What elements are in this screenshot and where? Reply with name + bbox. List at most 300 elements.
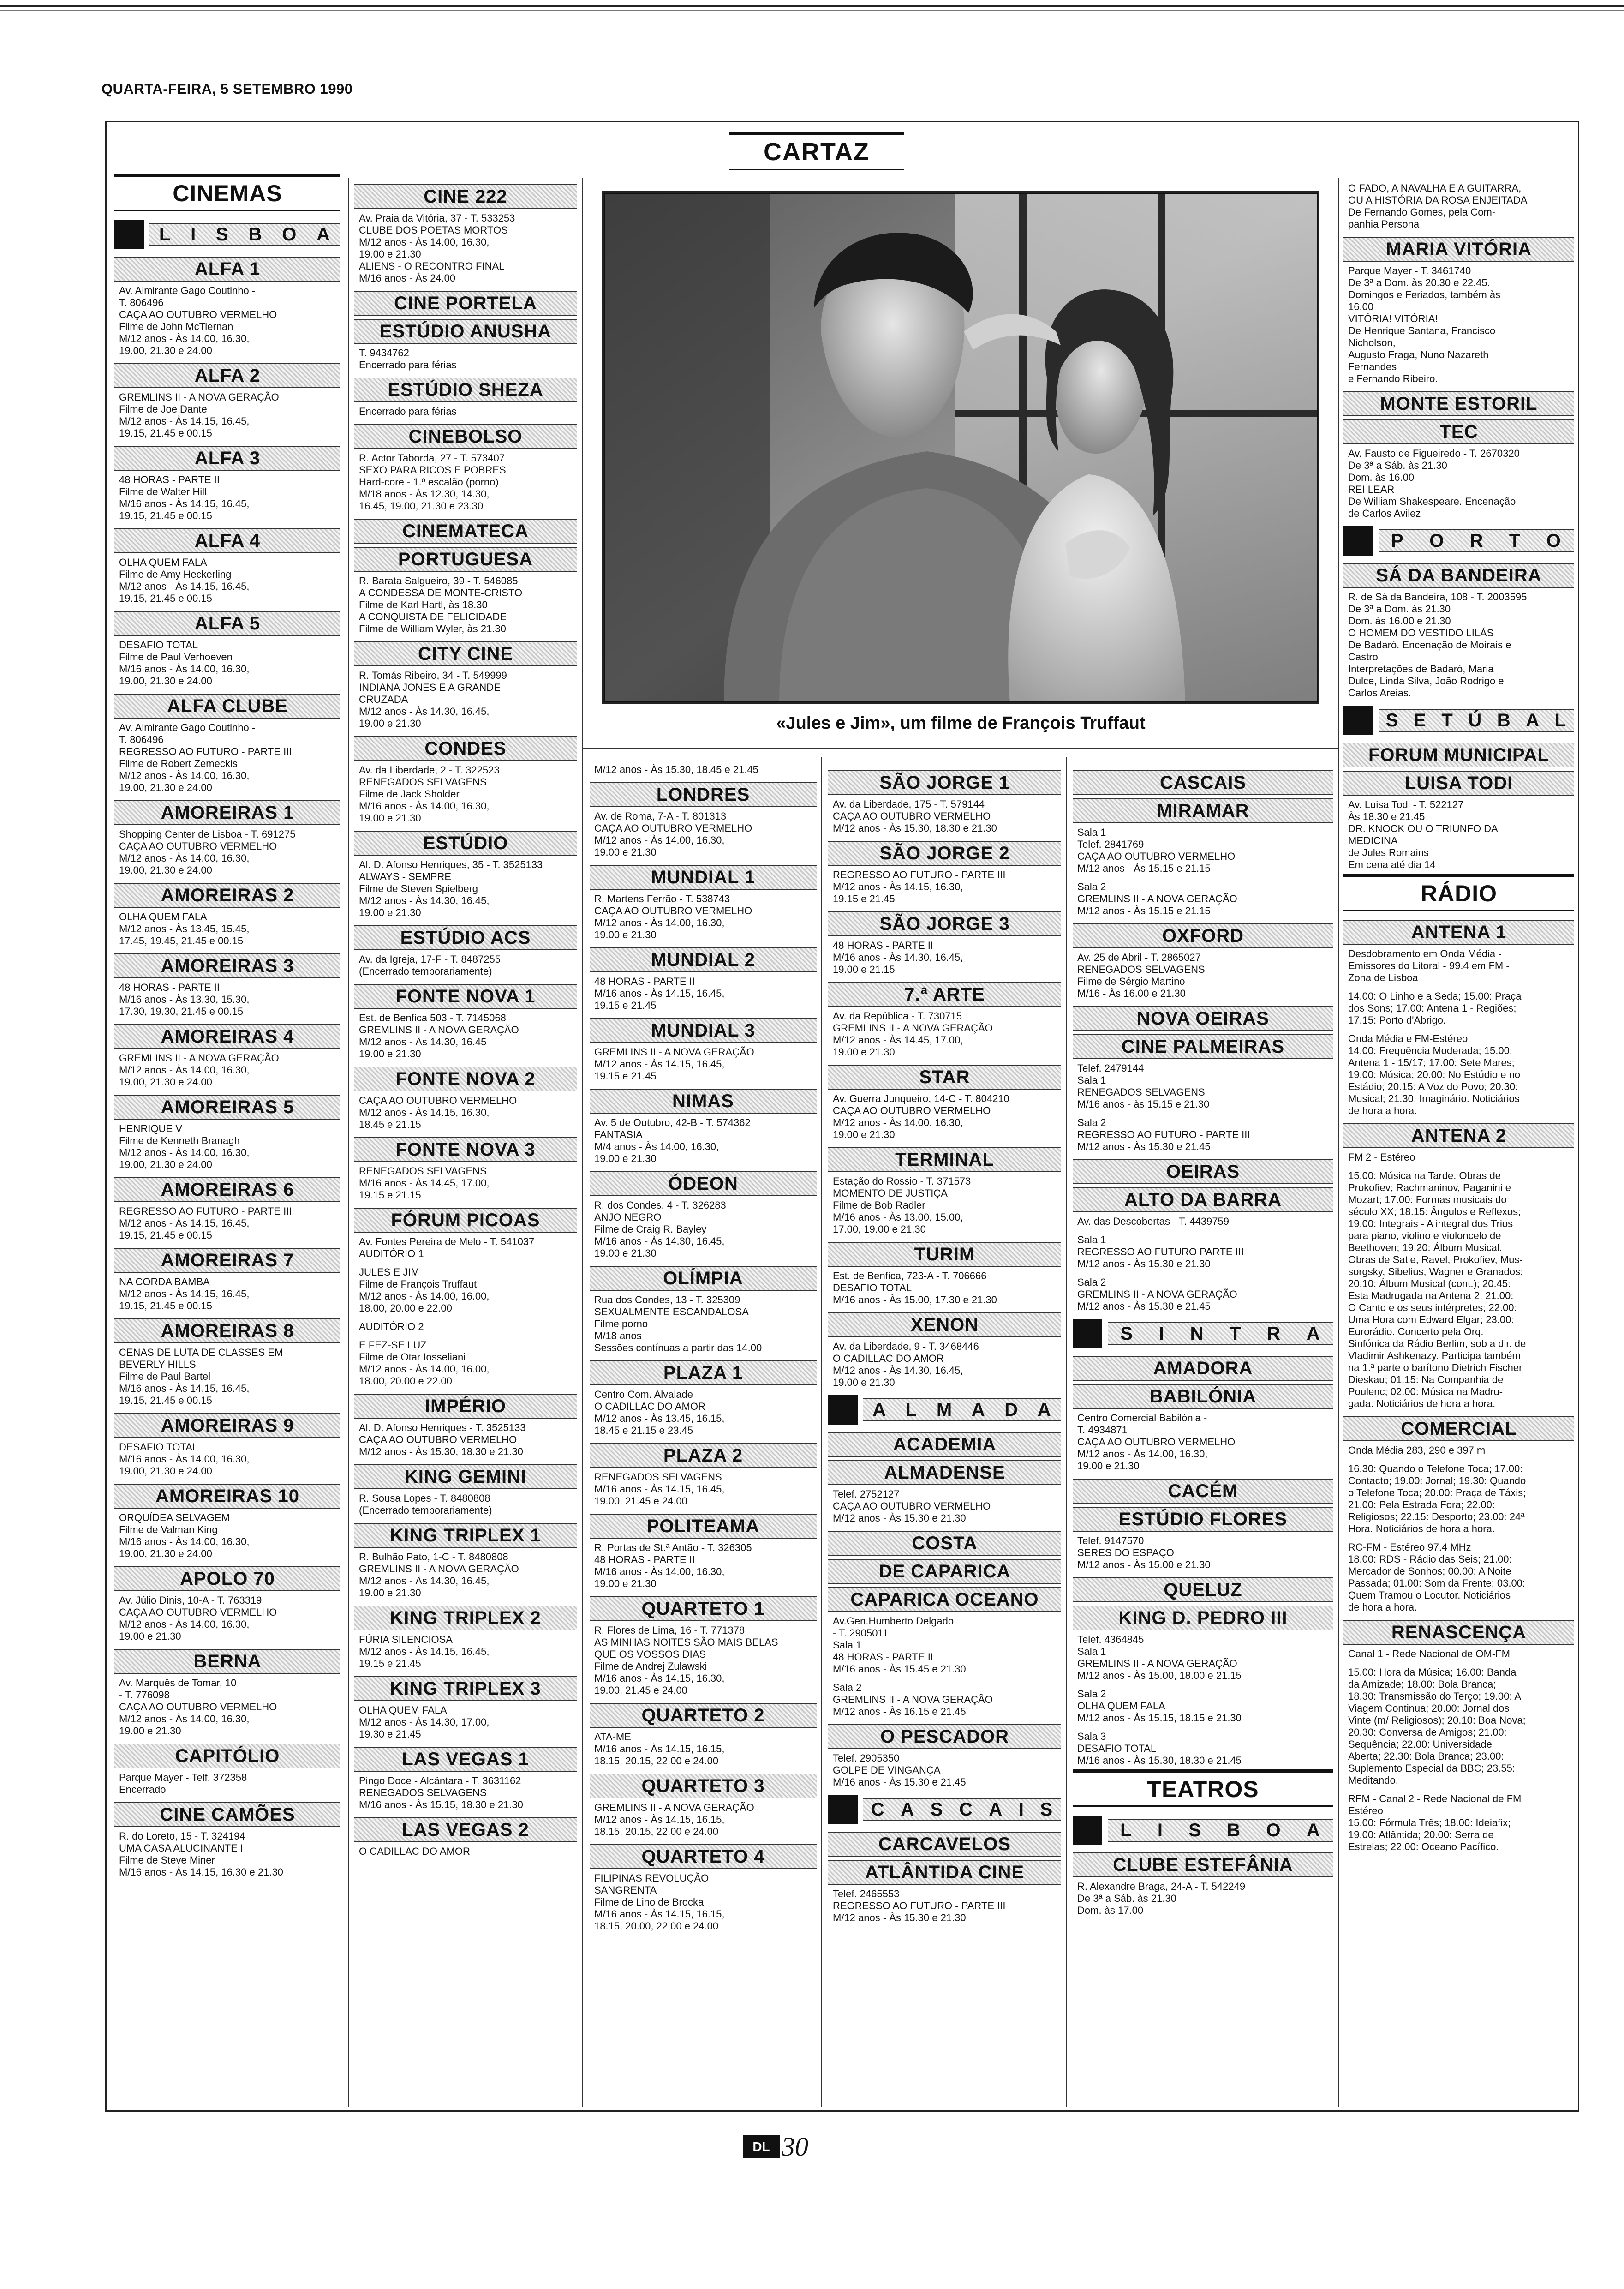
venue-name-alfa-3: ALFA 3 bbox=[114, 446, 340, 471]
city-name bbox=[1108, 1819, 1333, 1842]
listing-line: M/16 anos - Às 14.00, 16.30, bbox=[119, 1536, 250, 1547]
listing-line: 19.15, 21.45 e 00.15 bbox=[119, 593, 212, 604]
listing-line: 19.15 e 21.45 bbox=[359, 1658, 421, 1669]
listing-entry bbox=[359, 1551, 577, 1599]
city-letter: I bbox=[191, 224, 197, 245]
listing-line: 18.45 e 21.15 e 23.45 bbox=[594, 1425, 693, 1436]
venue-name-amoreiras-9: AMOREIRAS 9 bbox=[114, 1413, 340, 1438]
listing-line: JULES E JIM bbox=[359, 1266, 419, 1278]
listing-line: Dieskau; 01.15: Na Companhia de bbox=[1348, 1374, 1504, 1385]
venue-name-king-d-pedro-iii: KING D. PEDRO III bbox=[1073, 1606, 1333, 1630]
listing-line: Vinte (m/ Religiosos); 20.10: Boa Nova; bbox=[1348, 1714, 1526, 1726]
listing-line bbox=[1077, 1724, 1333, 1731]
city-letter: E bbox=[1414, 710, 1427, 731]
city-letter: S bbox=[1188, 1820, 1202, 1840]
column-divider bbox=[1338, 178, 1339, 2107]
listing-line: M/12 anos - Às 13.45, 16.15, bbox=[594, 1413, 725, 1424]
listing-line: M/12 anos - Às 14.30, 16.45, bbox=[359, 706, 490, 717]
listing-line: Shopping Center de Lisboa - T. 691275 bbox=[119, 828, 296, 840]
listing-entry bbox=[1348, 265, 1574, 385]
listing-line: 19.00, 21.30 e 24.00 bbox=[119, 782, 212, 793]
listing-line: M/12 anos - Às 15.15 e 21.15 bbox=[1077, 905, 1211, 917]
listing-line: M/12 anos - Às 14.00, 16.30, bbox=[833, 1117, 963, 1128]
venue-name-babilonia: BABILÓNIA bbox=[1073, 1384, 1333, 1409]
listing-line: O FADO, A NAVALHA E A GUITARRA, bbox=[1348, 182, 1522, 194]
footer-logo bbox=[743, 2131, 808, 2162]
listing-line: R. do Loreto, 15 - T. 324194 bbox=[119, 1830, 245, 1842]
listing-line: CRUZADA bbox=[359, 694, 408, 705]
listing-line: R. Alexandre Braga, 24-A - T. 542249 bbox=[1077, 1881, 1246, 1892]
listing-line: Musical; 21.30: Imaginário. Noticiários bbox=[1348, 1093, 1520, 1104]
city-marker-block bbox=[828, 1395, 858, 1425]
listing-line: Aberta; 22.30: Bola Branca; 23.00: bbox=[1348, 1750, 1504, 1762]
listing-line: Nicholson, bbox=[1348, 337, 1396, 348]
listing-line: Dom. às 17.00 bbox=[1077, 1905, 1144, 1916]
city-letter: T bbox=[1509, 530, 1522, 551]
listing-line: M/12 anos - Às 15.30 e 21.45 bbox=[1077, 1141, 1211, 1152]
listing-line: Religiosos; 22.15: Desporto; 23.00: 24ª bbox=[1348, 1511, 1525, 1522]
listing-line: ATA-ME bbox=[594, 1731, 631, 1743]
listing-entry bbox=[119, 1594, 340, 1642]
listing-line: Av. Fausto de Figueiredo - T. 2670320 bbox=[1348, 448, 1520, 459]
listing-line: R. Barata Salgueiro, 39 - T. 546085 bbox=[359, 575, 518, 587]
listing-line: Filme de Amy Heckerling bbox=[119, 569, 232, 580]
city-letter: A bbox=[1306, 1820, 1321, 1840]
listing-line: CAÇA AO OUTUBRO VERMELHO bbox=[594, 905, 752, 917]
listing-line: CAÇA AO OUTUBRO VERMELHO bbox=[833, 1105, 991, 1116]
listing-line: REGRESSO AO FUTURO - PARTE III bbox=[833, 1900, 1006, 1911]
listing-line: 20.10: Álbum Musical (cont.); 20.45: bbox=[1348, 1278, 1511, 1289]
venue-name-mundial-2: MUNDIAL 2 bbox=[590, 947, 817, 972]
listing-line: sorgsky, Sibelius, Wagner e Granados; bbox=[1348, 1266, 1523, 1277]
city-header-lisboa bbox=[114, 220, 340, 249]
listing-line: Sala 2 bbox=[1077, 1117, 1106, 1128]
listing-line: M/12 anos - Às 14.15, 16.45, bbox=[359, 1646, 490, 1657]
listing-line: CAÇA AO OUTUBRO VERMELHO bbox=[833, 810, 991, 822]
venue-name-alfa-4: ALFA 4 bbox=[114, 528, 340, 553]
listing-line: Sala 1 bbox=[1077, 1074, 1106, 1086]
listing-line: Emissores do Litoral - 99.4 em FM - bbox=[1348, 960, 1510, 971]
listing-line: Rua dos Condes, 13 - T. 325309 bbox=[594, 1294, 740, 1306]
listing-line: GREMLINS II - A NOVA GERAÇÃO bbox=[1077, 1288, 1237, 1300]
listing-line: 48 HORAS - PARTE II bbox=[594, 1554, 695, 1565]
listing-line: GREMLINS II - A NOVA GERAÇÃO bbox=[1077, 893, 1237, 905]
listing-line: R. Sousa Lopes - T. 8480808 bbox=[359, 1492, 490, 1504]
listing-line: Filme de Steve Miner bbox=[119, 1854, 215, 1866]
listing-entry bbox=[119, 982, 340, 1018]
listing-line: Passada; 01.00: Som da Frente; 03.00: bbox=[1348, 1577, 1526, 1589]
city-letter: L bbox=[905, 1399, 918, 1420]
listing-line: CAÇA AO OUTUBRO VERMELHO bbox=[1077, 1436, 1236, 1448]
listing-line: REGRESSO AO FUTURO - PARTE III bbox=[119, 746, 292, 757]
listing-line: 16.30: Quando o Telefone Toca; 17.00: bbox=[1348, 1463, 1523, 1474]
listing-line: Av. da Liberdade, 9 - T. 3468446 bbox=[833, 1341, 979, 1352]
listing-line: Filme de Robert Zemeckis bbox=[119, 758, 238, 769]
listing-line: FÚRIA SILENCIOSA bbox=[359, 1634, 453, 1645]
listing-line: M/16 anos - Às 14.45, 17.00, bbox=[359, 1177, 490, 1189]
listing-line: Estrelas; 22.00: Oceano Pacífico. bbox=[1348, 1841, 1499, 1852]
listing-line: M/16 anos - Às 24.00 bbox=[359, 272, 456, 284]
listing-line: M/12 anos - Às 14.00, 16.00, bbox=[359, 1290, 490, 1302]
listing-entry bbox=[119, 1830, 340, 1878]
listing-line: 19.00: Atlântida; 20.00: Serra de bbox=[1348, 1829, 1494, 1840]
venue-name-king-triplex-3: KING TRIPLEX 3 bbox=[354, 1676, 577, 1701]
listing-line: (Encerrado temporariamente) bbox=[359, 1504, 492, 1516]
listing-line: RENEGADOS SELVAGENS bbox=[1077, 964, 1205, 975]
listing-line: 19.00 e 21.30 bbox=[359, 907, 421, 918]
listing-line: Av. das Descobertas - T. 4439759 bbox=[1077, 1216, 1229, 1227]
listing-line: 19.00 e 21.30 bbox=[1077, 1460, 1140, 1472]
listing-line: Filme de Paul Verhoeven bbox=[119, 651, 233, 663]
listing-line: M/16 anos - Às 14.00, 16.30, bbox=[119, 663, 250, 675]
listing-entry bbox=[1348, 448, 1574, 520]
listing-line: QUE OS VOSSOS DIAS bbox=[594, 1648, 706, 1660]
listing-line: gada. Noticiários de hora a hora. bbox=[1348, 1398, 1496, 1409]
listing-line: Filme de Valman King bbox=[119, 1524, 218, 1535]
listing-line: MEDICINA bbox=[1348, 835, 1398, 846]
listing-entry bbox=[119, 285, 340, 357]
city-letter: L bbox=[1554, 710, 1567, 731]
listing-line: Domingos e Feriados, também às bbox=[1348, 289, 1501, 300]
listing-line: VITÓRIA! VITÓRIA! bbox=[1348, 313, 1438, 324]
listing-line: M/12 anos - Às 14.00, 16.30, bbox=[594, 917, 725, 929]
city-letter: I bbox=[1158, 1323, 1165, 1344]
city-header-lisboa bbox=[1073, 1816, 1333, 1845]
top-rule-thin bbox=[0, 10, 1624, 11]
listing-line: Telef. 2841769 bbox=[1077, 839, 1144, 850]
venue-name-quarteto-3: QUARTETO 3 bbox=[590, 1774, 817, 1798]
listing-line: M/18 anos bbox=[594, 1330, 642, 1342]
listing-entry bbox=[359, 212, 577, 284]
listing-line: Às 18.30 e 21.45 bbox=[1348, 811, 1425, 822]
listing-line: Canal 1 - Rede Nacional de OM-FM bbox=[1348, 1648, 1510, 1660]
listing-line bbox=[1348, 1163, 1574, 1170]
listing-line: M/12 anos - Às 15.30 e 21.30 bbox=[1077, 1258, 1211, 1270]
listing-line: Dom. às 16.00 bbox=[1348, 472, 1415, 483]
listing-entry bbox=[119, 557, 340, 605]
listing-entry bbox=[1077, 827, 1333, 917]
venue-name-quarteto-4: QUARTETO 4 bbox=[590, 1844, 817, 1869]
venue-name-cacem: CACÉM bbox=[1073, 1479, 1333, 1504]
listing-entry bbox=[119, 1123, 340, 1171]
listing-entry bbox=[1077, 1634, 1333, 1767]
listing-entry bbox=[359, 1165, 577, 1201]
listing-line: M/16 anos - Às 14.00, 16.30, bbox=[119, 1453, 250, 1465]
listing-line: M/12 anos - Às 14.15, 16.30, bbox=[359, 1107, 490, 1118]
listing-line: 19.00, 21.30 e 24.00 bbox=[119, 345, 212, 356]
listing-line: R. Bulhão Pato, 1-C - T. 8480808 bbox=[359, 1551, 508, 1563]
listing-entry bbox=[1077, 1062, 1333, 1153]
listing-line: DESAFIO TOTAL bbox=[1077, 1743, 1157, 1754]
listing-line: Mercador de Sonhos; 00.00: A Noite bbox=[1348, 1565, 1511, 1577]
listing-line: CAÇA AO OUTUBRO VERMELHO bbox=[359, 1434, 517, 1445]
listing-line: NA CORDA BAMBA bbox=[119, 1276, 210, 1288]
listing-line bbox=[1348, 1535, 1574, 1541]
listing-line: Castro bbox=[1348, 651, 1378, 663]
listing-line: 16.00 bbox=[1348, 301, 1374, 312]
column-cinemas-lisboa-almada-cascais bbox=[828, 764, 1061, 2107]
listing-entry bbox=[594, 1872, 817, 1932]
listing-entry bbox=[833, 869, 1061, 905]
listing-line: Antena 1 - 15/17; 17.00: Sete Mares; bbox=[1348, 1057, 1515, 1068]
listing-line: M/4 anos - Às 14.00, 16.30, bbox=[594, 1141, 719, 1152]
listing-entry bbox=[119, 1512, 340, 1560]
listing-line: M/16 anos - Às 15.30, 18.30 e 21.45 bbox=[1077, 1755, 1242, 1766]
listing-line: Telef. 9147570 bbox=[1077, 1535, 1144, 1546]
listing-line: Al. D. Afonso Henriques, 35 - T. 3525133 bbox=[359, 859, 543, 870]
listing-line: M/12 anos - Às 14.00, 16.30, bbox=[119, 852, 250, 864]
listing-line: Estação do Rossio - T. 371573 bbox=[833, 1175, 971, 1187]
section-header-teatros: TEATROS bbox=[1073, 1769, 1333, 1807]
listing-line: 19.15 e 21.15 bbox=[359, 1189, 421, 1201]
listing-line: Telef. 2752127 bbox=[833, 1488, 900, 1500]
listing-line: REGRESSO AO FUTURO - PARTE III bbox=[833, 869, 1006, 881]
listing-entry bbox=[119, 911, 340, 947]
venue-name-plaza-1: PLAZA 1 bbox=[590, 1360, 817, 1385]
city-letter: N bbox=[1190, 1323, 1205, 1344]
listing-entry bbox=[1348, 799, 1574, 871]
venue-name-berna: BERNA bbox=[114, 1649, 340, 1674]
listing-line: M/16 anos - Às 14.15, 16.45, bbox=[594, 1483, 725, 1495]
venue-name-amoreiras-8: AMOREIRAS 8 bbox=[114, 1318, 340, 1343]
listing-line: Poulenc; 02.00: Música na Madru- bbox=[1348, 1386, 1503, 1397]
listing-line: Meditando. bbox=[1348, 1774, 1398, 1786]
listing-line: De 3ª a Sáb. às 21.30 bbox=[1077, 1893, 1176, 1904]
venue-name-queluz: QUELUZ bbox=[1073, 1577, 1333, 1602]
film-still-image bbox=[604, 193, 1318, 702]
listing-line: RENEGADOS SELVAGENS bbox=[359, 776, 487, 788]
listing-line: SEXO PARA RICOS E POBRES bbox=[359, 464, 506, 476]
listing-line: Filme de Walter Hill bbox=[119, 486, 207, 497]
listing-entry bbox=[359, 1422, 577, 1458]
venue-name-amoreiras-10: AMOREIRAS 10 bbox=[114, 1484, 340, 1509]
listing-line: T. 806496 bbox=[119, 297, 164, 308]
listing-line: Av. Fontes Pereira de Melo - T. 541037 bbox=[359, 1236, 535, 1247]
listing-entry bbox=[119, 1677, 340, 1737]
listing-entry bbox=[119, 828, 340, 876]
listing-line: Sala 2 bbox=[1077, 1276, 1106, 1288]
city-letter: A bbox=[989, 1799, 1003, 1820]
listing-line: REGRESSO AO FUTURO PARTE III bbox=[1077, 1246, 1244, 1258]
listing-line: De 3ª a Dom. às 21.30 bbox=[1348, 603, 1451, 615]
listing-line: M/16 anos - Às 14.30, 16.45, bbox=[594, 1235, 725, 1247]
listing-line bbox=[359, 1260, 577, 1266]
listing-line: de Carlos Avilez bbox=[1348, 508, 1421, 519]
listing-line: Augusto Fraga, Nuno Nazareth bbox=[1348, 349, 1489, 360]
listing-line: M/16 anos - Às 15.30 e 21.45 bbox=[833, 1776, 966, 1788]
listing-line: OLHA QUEM FALA bbox=[359, 1704, 447, 1716]
listing-entry bbox=[594, 1199, 817, 1259]
listing-line: Sessões contínuas a partir das 14.00 bbox=[594, 1342, 762, 1354]
listing-line: 19.00 e 21.30 bbox=[833, 1046, 895, 1058]
listing-line: Prokofiev; Rachmaninov, Paganini e bbox=[1348, 1182, 1511, 1193]
listing-entry bbox=[594, 1389, 817, 1437]
city-letter: B bbox=[1497, 710, 1511, 731]
listing-line: M/16 anos - às 15.15 e 21.30 bbox=[1077, 1098, 1210, 1110]
listing-line: RENEGADOS SELVAGENS bbox=[1077, 1086, 1205, 1098]
listing-line: Onda Média 283, 290 e 397 m bbox=[1348, 1444, 1486, 1456]
listing-line: 19.00: Integrais - A integral dos Trios bbox=[1348, 1218, 1513, 1229]
listing-entry bbox=[833, 798, 1061, 834]
listing-line: OLHA QUEM FALA bbox=[119, 911, 207, 923]
venue-name-sa-da-bandeira: SÁ DA BANDEIRA bbox=[1343, 563, 1574, 588]
listing-line bbox=[1077, 1228, 1333, 1234]
listing-line: na 1.ª parte o barítono Dietrich Fischer bbox=[1348, 1362, 1522, 1373]
city-letter: A bbox=[901, 1799, 915, 1820]
venue-name-amadora: AMADORA bbox=[1073, 1356, 1333, 1381]
listing-line: Onda Média e FM-Estéreo bbox=[1348, 1033, 1468, 1044]
page-number: 30 bbox=[782, 2132, 808, 2162]
listing-entry bbox=[119, 1052, 340, 1088]
listing-line: M/12 anos - Às 14.15, 16.45, bbox=[594, 1058, 725, 1070]
venue-name-oeiras: OEIRAS bbox=[1073, 1159, 1333, 1184]
listing-line: Filme de Jack Sholder bbox=[359, 788, 460, 800]
listing-line bbox=[359, 1314, 577, 1321]
listing-line: AUDITÓRIO 1 bbox=[359, 1248, 424, 1259]
listing-entry bbox=[119, 391, 340, 439]
listing-entry bbox=[359, 1704, 577, 1740]
listing-line bbox=[1077, 1682, 1333, 1688]
listing-line: Filme de Craig R. Bayley bbox=[594, 1223, 707, 1235]
listing-line: M/16 - Às 16.00 e 21.30 bbox=[1077, 988, 1186, 999]
listing-line: RENEGADOS SELVAGENS bbox=[594, 1471, 722, 1483]
venue-name-alfa-5: ALFA 5 bbox=[114, 611, 340, 636]
listing-line: CAÇA AO OUTUBRO VERMELHO bbox=[119, 1701, 277, 1713]
listing-line: ALWAYS - SEMPRE bbox=[359, 871, 452, 882]
venue-name-plaza-2: PLAZA 2 bbox=[590, 1443, 817, 1468]
listing-entry bbox=[359, 1492, 577, 1516]
listing-line: Av. 25 de Abril - T. 2865027 bbox=[1077, 952, 1201, 963]
listing-line: CAÇA AO OUTUBRO VERMELHO bbox=[119, 840, 277, 852]
city-letter: S bbox=[216, 224, 229, 245]
listing-line: 19.00, 21.45 e 24.00 bbox=[594, 1684, 687, 1696]
listing-line: Quem Tramou o Locutor. Noticiários bbox=[1348, 1589, 1511, 1601]
city-marker-block bbox=[114, 220, 144, 249]
listing-line: 19.00 e 21.30 bbox=[359, 718, 421, 729]
city-letter: O bbox=[1266, 1820, 1282, 1840]
venue-name-estudio: ESTÚDIO bbox=[354, 831, 577, 856]
listing-line: 15.00: Fórmula Três; 18.00: Ideiafix; bbox=[1348, 1817, 1511, 1828]
city-letter: O bbox=[282, 224, 298, 245]
venue-name-alto-da-barra: ALTO DA BARRA bbox=[1073, 1187, 1333, 1212]
listing-line: O Canto e os seus intérpretes; 22.00: bbox=[1348, 1302, 1517, 1313]
listing-line: De Henrique Santana, Francisco bbox=[1348, 325, 1496, 336]
listing-line bbox=[359, 1333, 577, 1339]
listing-line: 19.00 e 21.30 bbox=[594, 1153, 657, 1164]
listing-entry bbox=[594, 1294, 817, 1354]
listing-line: Centro Comercial Babilónia - bbox=[1077, 1412, 1207, 1424]
listing-line: 19.00 e 21.30 bbox=[594, 929, 657, 941]
listing-entry bbox=[359, 1236, 577, 1387]
venue-name-estudio-sheza: ESTÚDIO SHEZA bbox=[354, 378, 577, 402]
listing-entry bbox=[119, 1347, 340, 1407]
venue-name-turim: TURIM bbox=[828, 1242, 1061, 1267]
listing-line: GREMLINS II - A NOVA GERAÇÃO bbox=[359, 1024, 519, 1036]
listing-line: Filme de Otar Iosseliani bbox=[359, 1351, 466, 1363]
listing-line: Av. Almirante Gago Coutinho - bbox=[119, 285, 256, 296]
listing-line: M/12 anos - Às 14.30, 16.45, bbox=[359, 895, 490, 906]
listing-line: 19.00 e 21.30 bbox=[119, 1630, 181, 1642]
listing-line: Parque Mayer - Telf. 372358 bbox=[119, 1772, 247, 1783]
listing-line: M/12 anos - Às 14.30, 17.00, bbox=[359, 1716, 490, 1728]
venue-name-amoreiras-1: AMOREIRAS 1 bbox=[114, 800, 340, 825]
listing-line: DR. KNOCK OU O TRIUNFO DA bbox=[1348, 823, 1498, 834]
listing-line: de hora a hora. bbox=[1348, 1601, 1417, 1613]
column-teatros-radio bbox=[1343, 182, 1574, 2107]
listing-line: CAÇA AO OUTUBRO VERMELHO bbox=[119, 1606, 277, 1618]
listing-line: ALIENS - O RECONTRO FINAL bbox=[359, 260, 505, 272]
listing-line: CLUBE DOS POETAS MORTOS bbox=[359, 224, 508, 236]
listing-line: GREMLINS II - A NOVA GERAÇÃO bbox=[1077, 1658, 1237, 1669]
publication-logo: DL bbox=[743, 2135, 780, 2158]
listing-line: 19.15, 21.45 e 00.15 bbox=[119, 1229, 212, 1241]
listing-line: OLHA QUEM FALA bbox=[1077, 1700, 1165, 1712]
venue-name-oxford: OXFORD bbox=[1073, 923, 1333, 948]
listing-line: T. 4934871 bbox=[1077, 1424, 1128, 1436]
film-still-photo bbox=[602, 191, 1320, 704]
listing-line: 19.15 e 21.45 bbox=[594, 1070, 657, 1082]
city-letter: P bbox=[1391, 530, 1404, 551]
listing-line: M/12 anos - Às 14.15, 16.45, bbox=[119, 1288, 250, 1300]
listing-line: GREMLINS II - A NOVA GERAÇÃO bbox=[119, 391, 279, 403]
listing-line: Av. Marquês de Tomar, 10 bbox=[119, 1677, 237, 1689]
city-marker-block bbox=[1073, 1816, 1102, 1845]
venue-name-luisa-todi: LUISA TODI bbox=[1343, 771, 1574, 796]
listing-line: Encerrado para férias bbox=[359, 359, 457, 371]
listing-line: M/12 anos - Às 14.00, 16.00, bbox=[359, 1363, 490, 1375]
listing-line: M/12 anos - Às 14.15, 16.30, bbox=[833, 881, 963, 893]
city-name bbox=[149, 223, 340, 246]
listing-line: Viagem Continua; 20.00: Jornal dos bbox=[1348, 1702, 1510, 1714]
listing-line: Beethoven; 19.20: Álbum Musical. bbox=[1348, 1242, 1502, 1253]
listing-line: Av. Júlio Dinis, 10-A - T. 763319 bbox=[119, 1594, 262, 1606]
venue-name-portuguesa: PORTUGUESA bbox=[354, 547, 577, 572]
listing-line: RENEGADOS SELVAGENS bbox=[359, 1787, 487, 1798]
listing-line: Sequência; 22.00: Universidade bbox=[1348, 1738, 1492, 1750]
listing-line: M/12 anos - Às 16.15 e 21.45 bbox=[833, 1706, 966, 1717]
listing-entry bbox=[359, 575, 577, 635]
photo-caption: «Jules e Jim», um filme de François Truffaut bbox=[776, 713, 1146, 733]
listing-line: o Telefone Toca; 20.00: Praça de Táxis; bbox=[1348, 1487, 1526, 1498]
listing-line: 48 HORAS - PARTE II bbox=[833, 1651, 934, 1663]
listing-entry bbox=[594, 1046, 817, 1082]
listing-line: R. Tomás Ribeiro, 34 - T. 549999 bbox=[359, 670, 507, 681]
city-letter: B bbox=[1227, 1820, 1242, 1840]
listing-line: M/12 anos - Às 15.30, 18.30 e 21.30 bbox=[359, 1446, 523, 1457]
listing-line: M/16 anos - Às 15.15, 18.30 e 21.30 bbox=[359, 1799, 523, 1810]
venue-name-forum-municipal: FORUM MUNICIPAL bbox=[1343, 743, 1574, 767]
listing-line: Av. Luisa Todi - T. 522127 bbox=[1348, 799, 1464, 810]
city-marker-block bbox=[1343, 526, 1373, 556]
city-header-setubal bbox=[1343, 706, 1574, 735]
listing-line: DESAFIO TOTAL bbox=[833, 1282, 912, 1294]
listing-line: panhia Persona bbox=[1348, 218, 1420, 230]
listing-line: Em cena até dia 14 bbox=[1348, 859, 1436, 870]
listing-line: CENAS DE LUTA DE CLASSES EM bbox=[119, 1347, 283, 1358]
listing-line: R. Flores de Lima, 16 - T. 771378 bbox=[594, 1624, 745, 1636]
venue-name-caparica-oceano: CAPARICA OCEANO bbox=[828, 1587, 1061, 1612]
venue-name-apolo-70: APOLO 70 bbox=[114, 1566, 340, 1591]
venue-name-quarteto-1: QUARTETO 1 bbox=[590, 1596, 817, 1621]
listing-line: 18.15, 20.15, 22.00 e 24.00 bbox=[594, 1826, 719, 1837]
venue-name-amoreiras-7: AMOREIRAS 7 bbox=[114, 1248, 340, 1273]
listing-line: O CADILLAC DO AMOR bbox=[833, 1353, 944, 1364]
venue-name-terminal: TERMINAL bbox=[828, 1147, 1061, 1172]
venue-name-miramar: MIRAMAR bbox=[1073, 798, 1333, 823]
listing-entry bbox=[119, 1205, 340, 1241]
column-cinemas-lisboa-2 bbox=[354, 178, 577, 2107]
date-line: QUARTA-FEIRA, 5 SETEMBRO 1990 bbox=[102, 81, 353, 97]
